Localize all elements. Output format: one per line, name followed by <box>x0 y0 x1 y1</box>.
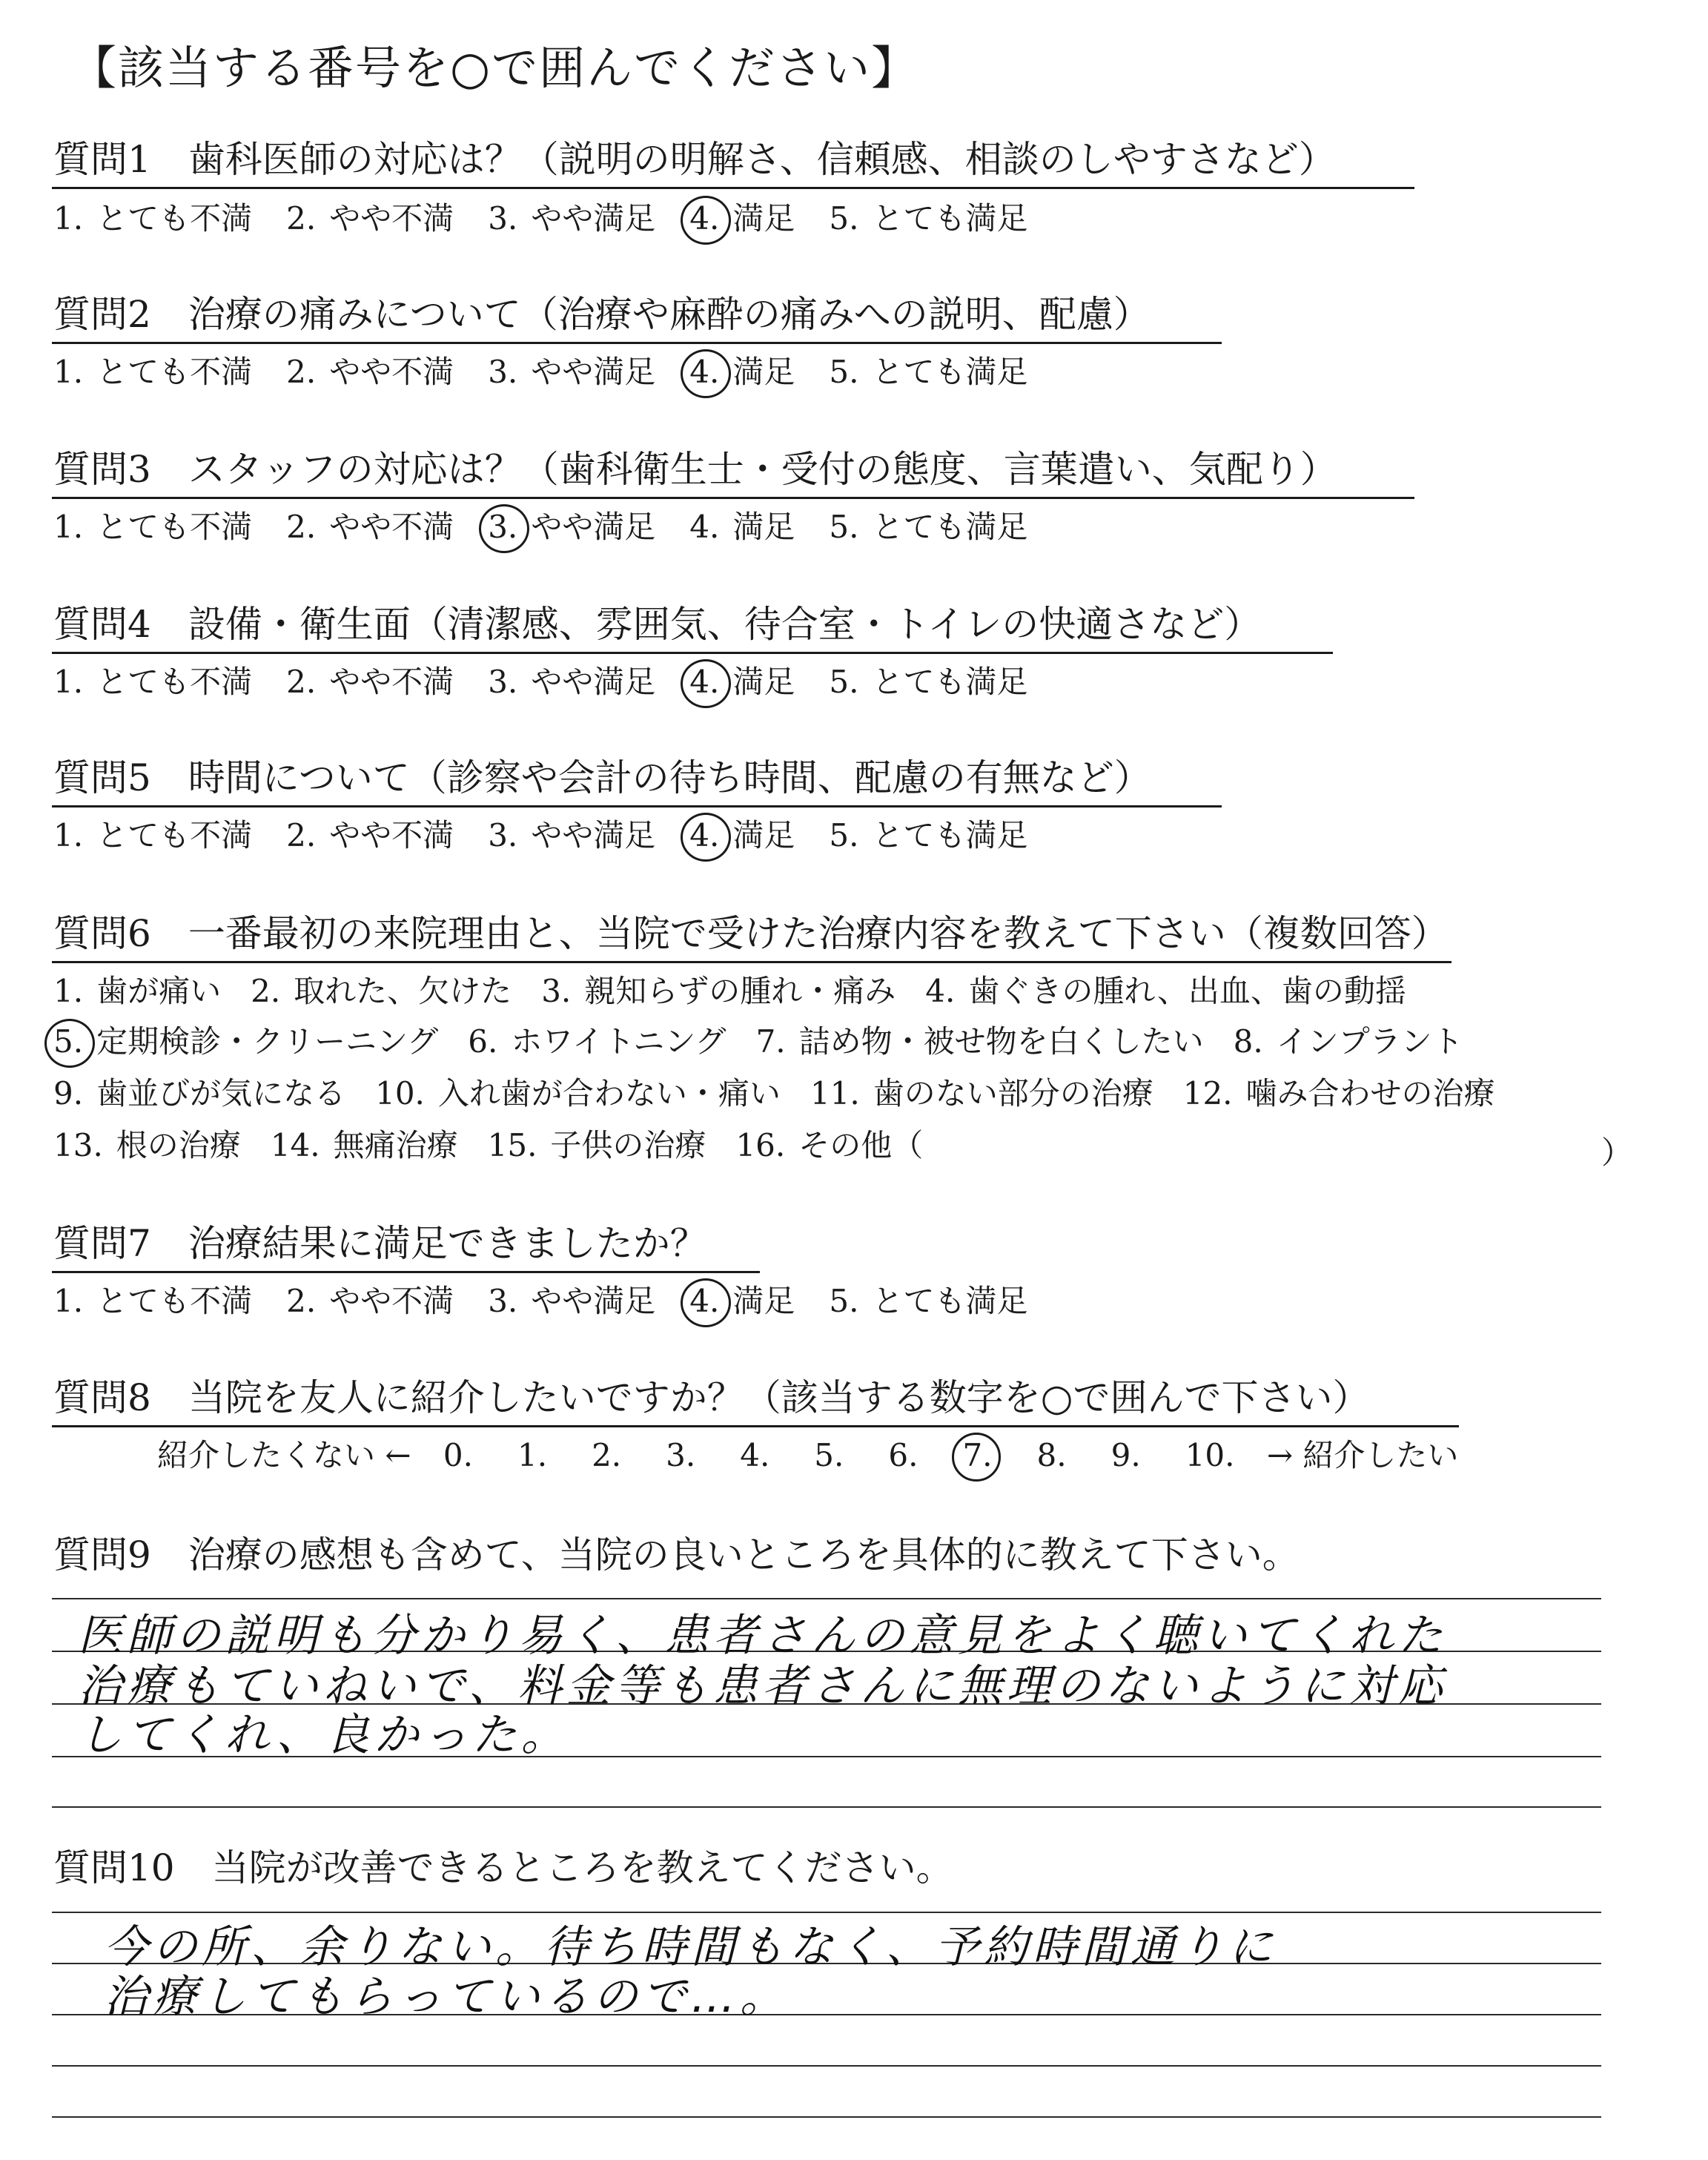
option-number: 3. <box>488 200 518 237</box>
option-number: 5. <box>829 664 859 700</box>
page-title: 【該当する番号を○で囲んでください】 <box>70 41 919 95</box>
question-text: 時間について（診察や会計の待ち時間、配慮の有無など） <box>188 756 1151 799</box>
option-number: 4. <box>689 509 720 545</box>
scale-right-label: → 紹介したい <box>1266 1437 1459 1473</box>
option-number: 1. <box>53 973 84 1009</box>
scale-option[interactable]: 10. <box>1185 1437 1235 1473</box>
option-label: 満足 <box>732 200 795 237</box>
option-label: 歯ぐきの腫れ、出血、歯の動揺 <box>968 973 1406 1009</box>
selected-circle-mark <box>479 504 529 553</box>
option-number: 4. <box>689 817 720 853</box>
option-label: 満足 <box>732 817 795 853</box>
option-number: 15. <box>487 1127 537 1163</box>
option-number: 12. <box>1182 1075 1233 1112</box>
answer-option[interactable] <box>488 355 655 389</box>
option-label: やや満足 <box>531 354 656 390</box>
option-number: 4. <box>689 664 720 700</box>
answer-line <box>52 1598 1601 1599</box>
answer-option[interactable] <box>1234 1025 1463 1059</box>
option-number: 13. <box>53 1127 103 1163</box>
option-number: 3. <box>488 817 518 853</box>
option-label: 満足 <box>732 664 795 700</box>
option-number: 9. <box>53 1075 84 1112</box>
answer-option[interactable] <box>286 819 454 853</box>
question-underline <box>52 1271 760 1273</box>
question-number: 質問1 <box>53 138 151 181</box>
option-label: やや不満 <box>329 200 454 237</box>
answer-option[interactable] <box>829 510 1027 544</box>
option-number: 2. <box>286 200 317 237</box>
question-7-options <box>53 1284 1062 1318</box>
answer-option[interactable] <box>689 665 795 699</box>
other-close-paren: ） <box>1601 1135 1633 1171</box>
scale-option[interactable]: 1. <box>517 1437 548 1473</box>
option-number: 1. <box>53 664 84 700</box>
answer-option[interactable] <box>689 355 795 389</box>
question-underline <box>52 805 1222 807</box>
option-number: 3. <box>488 509 518 545</box>
option-number: 7. <box>755 1023 786 1060</box>
option-label: 定期検診・クリーニング <box>96 1023 439 1060</box>
answer-option[interactable] <box>488 819 655 853</box>
option-label: 歯並びが気になる <box>96 1075 346 1112</box>
question-6-row-3 <box>53 1077 1525 1111</box>
option-label: 噛み合わせの治療 <box>1245 1075 1495 1112</box>
answer-option[interactable] <box>271 1129 458 1163</box>
option-label: とても満足 <box>872 664 1028 700</box>
option-label: 詰め物・被せ物を白くしたい <box>798 1023 1204 1060</box>
question-10-heading <box>53 1848 953 1889</box>
answer-option[interactable] <box>829 819 1027 853</box>
scale-option[interactable]: 6. <box>888 1437 918 1473</box>
option-number: 2. <box>286 817 317 853</box>
option-label: とても不満 <box>96 817 253 853</box>
option-label: とても不満 <box>96 354 253 390</box>
handwritten-answer-line: 治療もていねいで、料金等も患者さんに無理のないように対応 <box>78 1660 1447 1712</box>
question-underline <box>52 652 1333 654</box>
answer-option[interactable] <box>488 202 655 236</box>
answer-option[interactable] <box>689 819 795 853</box>
question-3-heading <box>53 449 1337 490</box>
question-number: 質問4 <box>53 603 151 646</box>
question-3-options <box>53 510 1062 544</box>
selected-circle-mark <box>681 659 731 708</box>
answer-option[interactable] <box>810 1077 1153 1111</box>
option-number: 10. <box>375 1075 425 1112</box>
option-number: 4. <box>689 1283 720 1319</box>
answer-option[interactable] <box>756 1025 1204 1059</box>
option-number: 3. <box>541 973 572 1009</box>
question-underline <box>52 497 1414 499</box>
selected-circle-mark <box>681 349 731 398</box>
option-label: とても満足 <box>872 509 1028 545</box>
option-label: とても満足 <box>872 817 1028 853</box>
answer-option[interactable] <box>53 1284 252 1318</box>
option-number: 4. <box>689 354 720 390</box>
question-number: 質問9 <box>53 1533 151 1576</box>
answer-option[interactable] <box>488 1129 706 1163</box>
question-number: 質問10 <box>53 1846 175 1889</box>
answer-option[interactable] <box>53 1129 241 1163</box>
question-7-heading <box>53 1223 707 1264</box>
scale-numbers <box>421 1437 1257 1473</box>
option-label: 満足 <box>732 509 795 545</box>
answer-option[interactable] <box>286 355 454 389</box>
question-4-options <box>53 665 1062 699</box>
option-number: 1. <box>53 200 84 237</box>
option-number: 5. <box>829 354 859 390</box>
option-label: 満足 <box>732 1283 795 1319</box>
option-number: 3. <box>488 1283 518 1319</box>
scale-option[interactable]: 7. <box>962 1439 992 1473</box>
option-label: 子供の治療 <box>550 1127 706 1163</box>
option-label: 歯のない部分の治療 <box>873 1075 1153 1112</box>
option-number: 3. <box>488 354 518 390</box>
answer-option[interactable] <box>689 510 795 544</box>
question-number: 質問3 <box>53 448 151 491</box>
question-1-options <box>53 202 1062 236</box>
question-text: スタッフの対応は？（歯科衛生士・受付の態度、言葉遣い、気配り） <box>188 448 1337 491</box>
question-text: 一番最初の来院理由と、当院で受けた治療内容を教えて下さい（複数回答） <box>188 912 1449 955</box>
option-label: とても満足 <box>872 200 1028 237</box>
answer-option[interactable] <box>689 202 795 236</box>
option-label: 歯が痛い <box>96 973 222 1009</box>
option-label: 親知らずの腫れ・痛み <box>584 973 896 1009</box>
scale-option[interactable]: 5. <box>814 1437 844 1473</box>
answer-option[interactable] <box>286 665 454 699</box>
handwritten-answer-line: 治療してもらっているので…。 <box>104 1971 789 2023</box>
answer-option[interactable] <box>53 974 221 1008</box>
answer-option[interactable] <box>488 1284 655 1318</box>
option-number: 5. <box>829 1283 859 1319</box>
answer-option[interactable] <box>829 202 1027 236</box>
option-label: とても不満 <box>96 200 253 237</box>
question-5-options <box>53 819 1062 853</box>
option-number: 2. <box>286 509 317 545</box>
option-number: 2. <box>251 973 281 1009</box>
answer-option[interactable] <box>735 1129 923 1163</box>
answer-option[interactable] <box>53 510 252 544</box>
question-text: 設備・衛生面（清潔感、雰囲気、待合室・トイレの快適さなど） <box>188 603 1262 646</box>
option-label: 取れた、欠けた <box>294 973 512 1009</box>
option-label: やや満足 <box>531 817 656 853</box>
option-label: やや満足 <box>531 664 656 700</box>
option-number: 1. <box>53 509 84 545</box>
scale-option[interactable]: 4. <box>740 1437 770 1473</box>
option-label: やや不満 <box>329 817 454 853</box>
question-text: 当院を友人に紹介したいですか？（該当する数字を○で囲んで下さい） <box>188 1376 1370 1419</box>
option-label: とても満足 <box>872 1283 1028 1319</box>
option-label: 満足 <box>732 354 795 390</box>
answer-option[interactable] <box>925 974 1406 1008</box>
question-text: 治療結果に満足できましたか？ <box>188 1222 707 1265</box>
question-9-heading <box>53 1535 1300 1576</box>
answer-line <box>52 2116 1601 2118</box>
handwritten-answer-line: 今の所、余りない。待ち時間もなく、予約時間通りに <box>104 1921 1277 1973</box>
option-number: 16. <box>735 1127 786 1163</box>
option-number: 6. <box>468 1023 498 1060</box>
question-text: 治療の痛みについて（治療や麻酔の痛みへの説明、配慮） <box>188 293 1151 336</box>
question-6-row-2 <box>53 1025 1493 1059</box>
answer-option[interactable] <box>53 1025 438 1059</box>
option-number: 14. <box>270 1127 320 1163</box>
question-8-scale <box>157 1439 1458 1473</box>
option-number: 5. <box>829 509 859 545</box>
option-number: 11. <box>810 1075 860 1112</box>
answer-option[interactable] <box>829 665 1027 699</box>
option-label: やや満足 <box>531 509 656 545</box>
answer-option[interactable] <box>251 974 512 1008</box>
scale-left-label: 紹介したくない ← <box>157 1437 411 1473</box>
option-number: 1. <box>53 354 84 390</box>
option-label: ホワイトニング <box>511 1023 726 1060</box>
scale-option[interactable]: 2. <box>592 1437 622 1473</box>
question-number: 質問7 <box>53 1222 151 1265</box>
answer-option[interactable] <box>488 665 655 699</box>
option-label: インプラント <box>1276 1023 1463 1060</box>
option-number: 5. <box>829 817 859 853</box>
option-label: 無痛治療 <box>333 1127 458 1163</box>
option-label: とても満足 <box>872 354 1028 390</box>
selected-circle-mark <box>681 813 731 862</box>
option-number: 2. <box>286 354 317 390</box>
option-number: 2. <box>286 1283 317 1319</box>
option-number: 1. <box>53 1283 84 1319</box>
question-6-row-1 <box>53 974 1436 1008</box>
question-number: 質問8 <box>53 1376 151 1419</box>
question-text: 治療の感想も含めて、当院の良いところを具体的に教えて下さい。 <box>188 1533 1300 1576</box>
answer-line <box>52 2065 1601 2067</box>
answer-option[interactable] <box>468 1025 726 1059</box>
question-text: 歯科医師の対応は？（説明の明解さ、信頼感、相談のしやすさなど） <box>188 138 1336 181</box>
selected-circle-mark <box>681 1278 731 1327</box>
option-number: 3. <box>488 664 518 700</box>
option-label: やや満足 <box>531 200 656 237</box>
question-underline <box>52 187 1414 189</box>
question-number: 質問2 <box>53 293 151 336</box>
scale-option[interactable]: 3. <box>666 1437 696 1473</box>
question-1-heading <box>53 139 1336 180</box>
answer-option[interactable] <box>829 1284 1027 1318</box>
question-8-heading <box>53 1378 1369 1418</box>
question-number: 質問5 <box>53 756 151 799</box>
question-6-row-4 <box>53 1129 953 1163</box>
selected-circle-mark <box>952 1433 1001 1482</box>
scale-option[interactable]: 9. <box>1110 1437 1141 1473</box>
option-label: その他（ <box>798 1127 924 1163</box>
scale-option[interactable]: 0. <box>443 1437 473 1473</box>
option-label: やや不満 <box>329 1283 454 1319</box>
option-label: やや不満 <box>329 354 454 390</box>
option-number: 2. <box>286 664 317 700</box>
answer-option[interactable] <box>53 665 252 699</box>
answer-line <box>52 1806 1601 1808</box>
question-underline <box>52 342 1222 344</box>
answer-option[interactable] <box>488 510 655 544</box>
option-label: とても不満 <box>96 509 253 545</box>
option-label: とても不満 <box>96 1283 253 1319</box>
scale-option[interactable]: 8. <box>1036 1437 1067 1473</box>
answer-option[interactable] <box>375 1077 781 1111</box>
question-text: 当院が改善できるところを教えてください。 <box>211 1846 953 1889</box>
answer-option[interactable] <box>53 1077 345 1111</box>
option-number: 4. <box>925 973 956 1009</box>
option-label: 入れ歯が合わない・痛い <box>437 1075 781 1112</box>
option-number: 4. <box>689 200 720 237</box>
question-4-heading <box>53 604 1261 645</box>
answer-option[interactable] <box>689 1284 795 1318</box>
question-2-options <box>53 355 1062 389</box>
handwritten-answer-line: してくれ、良かった。 <box>78 1709 570 1761</box>
answer-option[interactable] <box>1183 1077 1495 1111</box>
option-number: 5. <box>829 200 859 237</box>
answer-option[interactable] <box>53 202 252 236</box>
answer-option[interactable] <box>53 355 252 389</box>
option-label: 根の治療 <box>116 1127 241 1163</box>
answer-option[interactable] <box>286 202 454 236</box>
option-label: やや不満 <box>329 509 454 545</box>
option-number: 1. <box>53 817 84 853</box>
answer-option[interactable] <box>53 819 252 853</box>
option-label: やや不満 <box>329 664 454 700</box>
question-underline <box>52 1425 1459 1427</box>
option-label: やや満足 <box>531 1283 656 1319</box>
handwritten-answer-line: 医師の説明も分かり易く、患者さんの意見をよく聴いてくれた <box>78 1610 1447 1662</box>
option-label: とても不満 <box>96 664 253 700</box>
question-6-heading <box>53 914 1449 954</box>
selected-circle-mark <box>681 196 731 245</box>
question-2-heading <box>53 294 1151 335</box>
option-number: 5. <box>53 1023 84 1060</box>
answer-option[interactable] <box>541 974 896 1008</box>
option-number: 8. <box>1233 1023 1263 1060</box>
selected-circle-mark <box>44 1019 95 1068</box>
question-underline <box>52 961 1452 963</box>
answer-option[interactable] <box>286 1284 454 1318</box>
question-number: 質問6 <box>53 912 151 955</box>
question-5-heading <box>53 758 1151 799</box>
answer-option[interactable] <box>286 510 454 544</box>
answer-option[interactable] <box>829 355 1027 389</box>
